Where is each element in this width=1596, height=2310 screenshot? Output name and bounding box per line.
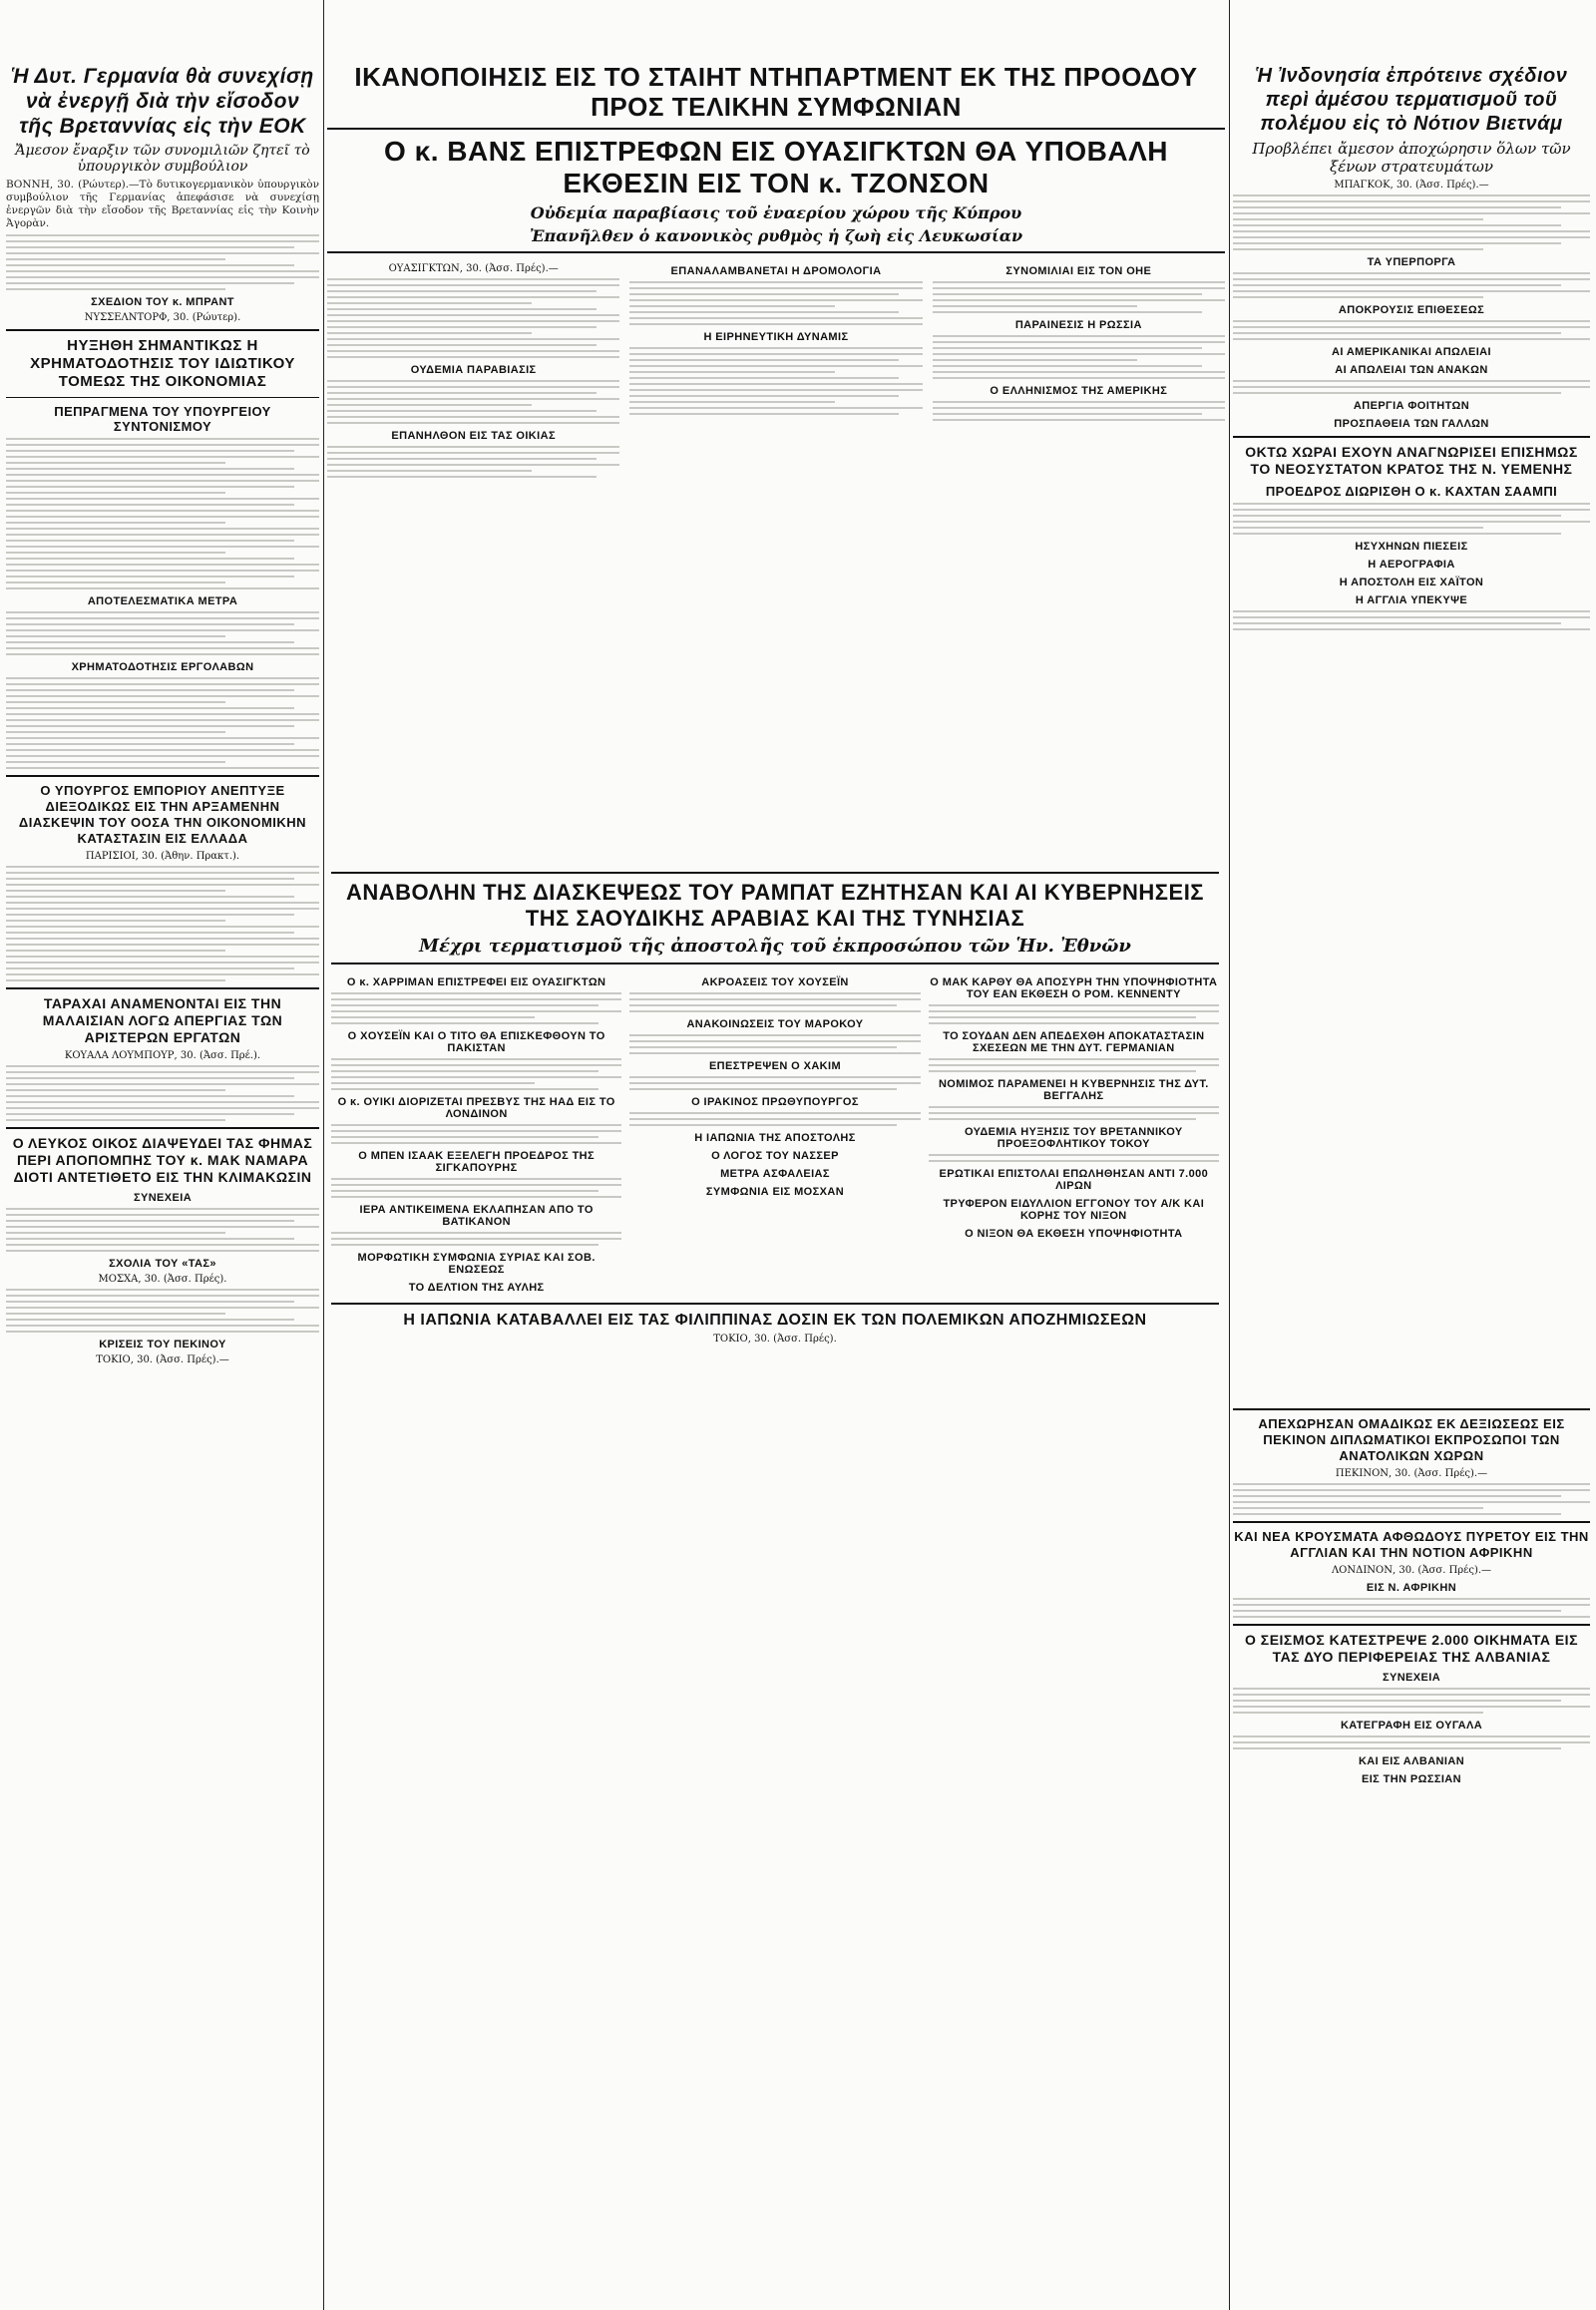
left-story2-body	[6, 438, 319, 589]
right-headline5-continued: ΣΥΝΕΧΕΙΑ	[1382, 1672, 1441, 1684]
left-section1-dateline: ΝΥΣΣΕΛΝΤΟΡΦ, 30. (Ρώυτερ).	[84, 312, 241, 323]
center-banner2: Ο κ. ΒΑΝΣ ΕΠΙΣΤΡΕΦΩΝ ΕΙΣ ΟΥΑΣΙΓΚΤΩΝ ΘΑ ΥΠΟΒΑΛΗ ΕΚΘΕΣΙΝ ΕΙΣ ΤΟΝ κ. ΤΖΟΝΣΟΝ	[384, 136, 1168, 198]
right-headline3: ΑΠΕΧΩΡΗΣΑΝ ΟΜΑΔΙΚΩΣ ΕΚ ΔΕΞΙΩΣΕΩΣ ΕΙΣ ΠΕΚΙΝΟΝ ΔΙΠΛΩΜΑΤΙΚΟΙ ΕΚΠΡΟΣΩΠΟΙ ΤΩΝ ΑΝΑΤΟΛΙΚΩΝ ΧΩΡΩΝ	[1258, 1416, 1565, 1463]
center-lead-dateline: ΟΥΑΣΙΓΚΤΩΝ, 30. (Ἀσσ. Πρές).—	[388, 263, 559, 274]
left-section4-dateline: ΜΟΣΧΑ, 30. (Ἀσσ. Πρές).	[98, 1274, 227, 1285]
left-headline3: Ο ΥΠΟΥΡΓΟΣ ΕΜΠΟΡΙΟΥ ΑΝΕΠΤΥΞΕ ΔΙΕΞΟΔΙΚΩΣ ΕΙΣ ΤΗΝ ΑΡΞΑΜΕΝΗΝ ΔΙΑΣΚΕΨΙΝ ΤΟΥ ΟΟΣΑ ΤΗΝ ΟΙΚΟΝΟΜΙΚΗΝ ΚΑΤΑΣΤΑΣΙΝ ΕΙΣ ΕΛΛΑΔΑ	[18, 783, 307, 846]
left-subheadline2: ΠΕΠΡΑΓΜΕΝΑ ΤΟΥ ΥΠΟΥΡΓΕΙΟΥ ΣΥΝΤΟΝΙΣΜΟΥ	[54, 404, 271, 434]
center-story-japan-pres: Η ΙΑΠΩΝΙΑ ΤΗΣ ΑΠΟΣΤΟΛΗΣ	[694, 1132, 856, 1144]
right-sec-katelipsis: ΚΑΤΕΓΡΑΦΗ ΕΙΣ ΟΥΓΑΛΑ	[1340, 1720, 1483, 1732]
left-headline5-continued: ΣΥΝΕΧΕΙΑ	[133, 1192, 193, 1204]
cr-story-sudan: ΤΟ ΣΟΥΔΑΝ ΔΕΝ ΑΠΕΔΕΧΘΗ ΑΠΟΚΑΤΑΣΤΑΣΙΝ ΣΧΕΣΕΩΝ ΜΕ ΤΗΝ ΔΥΤ. ΓΕΡΜΑΝΙΑΝ	[943, 1030, 1205, 1054]
cr-story-mac-carthy: Ο ΜΑΚ ΚΑΡΘΥ ΘΑ ΑΠΟΣΥΡΗ ΤΗΝ ΥΠΟΨΗΦΙΟΤΗΤΑ ΤΟΥ ΕΑΝ ΕΚΘΕΣΗ Ο ΡΟΜ. ΚΕΝΝΕΝΤΥ	[930, 976, 1218, 1000]
center-story-harriman: Ο κ. ΧΑΡΡΙΜΑΝ ΕΠΙΣΤΡΕΦΕΙ ΕΙΣ ΟΥΑΣΙΓΚΤΩΝ	[346, 976, 606, 988]
center-sec-parainesi: ΠΑΡΑΙΝΕΣΙΣ Η ΡΩΣΣΙΑ	[1014, 319, 1142, 331]
center-lower-block	[331, 866, 1219, 2310]
left-story1-lead: ΒΟΝΝΗ, 30. (Ρώυτερ).—Τὸ δυτικογερμανικὸν ὑπουργικὸν συμβούλιον τῆς Γερμανίας ἀπεφάσισε νὰ συνεχίσῃ ἐνεργῶν διὰ τὴν εἴσοδον τῆς Βρεταννίας εἰς τὴν Κοινὴν Ἀγορὰν.	[6, 179, 319, 229]
cr-story-oudemia-ayxisis: ΟΥΔΕΜΙΑ ΗΥΞΗΣΙΣ ΤΟΥ ΒΡΕΤΑΝΝΙΚΟΥ ΠΡΟΕΞΟΦΛΗΤΙΚΟΥ ΤΟΚΟΥ	[964, 1126, 1183, 1150]
center-story-symfonia: ΣΥΜΦΩΝΙΑ ΕΙΣ ΜΟΣΧΑΝ	[705, 1186, 845, 1198]
center-sec-epanalamvanetai: ΕΠΑΝΑΛΑΜΒΑΝΕΤΑΙ Η ΔΡΟΜΟΛΟΓΙΑ	[670, 265, 882, 277]
left-story1-body	[6, 234, 319, 290]
left-headline4: ΤΑΡΑΧΑΙ ΑΝΑΜΕΝΟΝΤΑΙ ΕΙΣ ΤΗΝ ΜΑΛΑΙΣΙΑΝ ΛΟΓΩ ΑΠΕΡΓΙΑΣ ΤΩΝ ΑΡΙΣΤΕΡΩΝ ΕΡΓΑΤΩΝ	[42, 995, 283, 1045]
center-story-epestrepsen: ΕΠΕΣΤΡΕΨΕΝ Ο ΧΑΚΙΜ	[708, 1060, 842, 1072]
left-column	[6, 0, 319, 2310]
right-headline: Ἡ Ἰνδονησία ἐπρότεινε σχέδιον περὶ ἀμέσου τερματισμοῦ τοῦ πολέμου εἰς τὸ Νότιον Βιετνάμ	[1255, 65, 1568, 135]
center-story-anakoinwseis: ΑΝΑΚΟΙΝΩΣΕΙΣ ΤΟΥ ΜΑΡΟΚΟΥ	[686, 1018, 864, 1030]
left-subheadline: Ἄμεσον ἔναρξιν τῶν συνομιλιῶν ζητεῖ τὸ ὑπουργικὸν συμβούλιον	[15, 143, 310, 175]
left-headline: Ἡ Δυτ. Γερμανία θὰ συνεχίσῃ νὰ ἐνεργῇ διὰ τὴν εἴσοδον τῆς Βρεταννίας εἰς τὴν ΕΟΚ	[11, 65, 314, 138]
center-story-morfotiki: ΜΟΡΦΩΤΙΚΗ ΣΥΜΦΩΝΙΑ ΣΥΡΙΑΣ ΚΑΙ ΣΟΒ. ΕΝΩΣΕΩΣ	[357, 1252, 596, 1276]
left-headline5: Ο ΛΕΥΚΟΣ ΟΙΚΟΣ ΔΙΑΨΕΥΔΕΙ ΤΑΣ ΦΗΜΑΣ ΠΕΡΙ ΑΠΟΠΟΜΠΗΣ ΤΟΥ κ. ΜΑΚ ΝΑΜΑΡΑ ΔΙΟΤΙ ΑΝΤΕΤΙΘΕΤΟ ΕΙΣ ΤΗΝ ΚΛΙΜΑΚΩΣΙΝ	[12, 1135, 313, 1185]
right-headline4: ΚΑΙ ΝΕΑ ΚΡΟΥΣΜΑΤΑ ΑΦΘΩΔΟΥΣ ΠΥΡΕΤΟΥ ΕΙΣ ΤΗΝ ΑΓΓΛΙΑΝ ΚΑΙ ΤΗΝ ΝΟΤΙΟΝ ΑΦΡΙΚΗΝ	[1234, 1529, 1589, 1560]
right-sec-rossia: ΕΙΣ ΤΗΝ ΡΩΣΣΙΑΝ	[1361, 1773, 1461, 1785]
center-story-metra: ΜΕΤΡΑ ΑΣΦΑΛΕΙΑΣ	[720, 1168, 830, 1180]
right-sec-apostoli: Η ΑΠΟΣΤΟΛΗ ΕΙΣ ΧΑΪΤΟΝ	[1339, 577, 1484, 588]
left-section2-label: ΑΠΟΤΕΛΕΣΜΑΤΙΚΑ ΜΕΤΡΑ	[87, 595, 238, 607]
center-story-hiera: ΙΕΡΑ ΑΝΤΙΚΕΙΜΕΝΑ ΕΚΛΑΠΗΣΑΝ ΑΠΟ ΤΟ ΒΑΤΙΚΑΝΟΝ	[359, 1204, 594, 1228]
center-banner3: ΑΝΑΒΟΛΗΝ ΤΗΣ ΔΙΑΣΚΕΨΕΩΣ ΤΟΥ ΡΑΜΠΑΤ ΕΖΗΤΗΣΑΝ ΚΑΙ ΑΙ ΚΥΒΕΡΝΗΣΕΙΣ ΤΗΣ ΣΑΟΥΔΙΚΗΣ ΑΡΑΒΙΑΣ ΚΑΙ ΤΗΣ ΤΥΝΗΣΙΑΣ	[345, 880, 1205, 931]
right-headline2-sub: ΠΡΟΕΔΡΟΣ ΔΙΩΡΙΣΘΗ Ο κ. ΚΑΧΤΑΝ ΣΑΑΜΠΙ	[1265, 484, 1558, 499]
right-subheadline: Προβλέπει ἄμεσον ἀποχώρησιν ὅλων τῶν ξένων στρατευμάτων	[1252, 140, 1571, 176]
center-italic2: Ἐπανῆλθεν ὁ κανονικὸς ρυθμὸς ἡ ζωὴ εἰς Λευκωσίαν	[529, 226, 1023, 245]
left-headline3-dateline: ΠΑΡΙΣΙΟΙ, 30. (Ἀθην. Πρακτ.).	[85, 851, 240, 862]
center-story-nasser: Ο ΛΟΓΟΣ ΤΟΥ ΝΑΣΣΕΡ	[711, 1150, 839, 1162]
center-story-wilkins: Ο κ. ΟΥΙΚΙ ΔΙΟΡΙΖΕΤΑΙ ΠΡΕΣΒΥΣ ΤΗΣ ΗΑΔ ΕΙΣ ΤΟ ΛΟΝΔΙΝΟΝ	[337, 1096, 615, 1120]
right-sec-aerografia: Η ΑΕΡΟΓΡΑΦΙΑ	[1368, 559, 1455, 571]
cr-story-erotikai: ΕΡΩΤΙΚΑΙ ΕΠΙΣΤΟΛΑΙ ΕΠΩΛΗΘΗΣΑΝ ΑΝΤΙ 7.000 ΛΙΡΩΝ	[939, 1168, 1209, 1192]
cr-story-tryferon: ΤΡΥΦΕΡΟΝ ΕΙΔΥΛΛΙΟΝ ΕΓΓΟΝΟΥ ΤΟΥ Α/Κ ΚΑΙ ΚΟΡΗΣ ΤΟΥ ΝΙΞΟΝ	[943, 1198, 1205, 1222]
center-sec-syneleusis: ΣΥΝΟΜΙΛΙΑΙ ΕΙΣ ΤΟΝ ΟΗΕ	[1005, 265, 1152, 277]
right-headline3-dateline: ΠΕΚΙΝΟΝ, 30. (Ἀσσ. Πρές).—	[1335, 1468, 1488, 1479]
left-section5-dateline: ΤΟΚΙΟ, 30. (Ἀσσ. Πρές).—	[96, 1354, 229, 1365]
left-section3-label: ΧΡΗΜΑΤΟΔΟΤΗΣΙΣ ΕΡΓΟΛΑΒΩΝ	[71, 661, 254, 673]
right-lower-block	[1233, 1402, 1590, 2310]
center-banner3-sub: Μέχρι τερματισμοῦ τῆς ἀποστολῆς τοῦ ἐκπροσώπου τῶν Ἡν. Ἐθνῶν	[419, 936, 1131, 957]
center-banner4: Η ΙΑΠΩΝΙΑ ΚΑΤΑΒΑΛΛΕΙ ΕΙΣ ΤΑΣ ΦΙΛΙΠΠΙΝΑΣ ΔΟΣΙΝ ΕΚ ΤΩΝ ΠΟΛΕΜΙΚΩΝ ΑΠΟΖΗΜΙΩΣΕΩΝ	[403, 1312, 1147, 1329]
right-sec-n-afriki: ΕΙΣ Ν. ΑΦΡΙΚΗΝ	[1366, 1582, 1457, 1594]
left-headline2: ΗΥΞΗΘΗ ΣΗΜΑΝΤΙΚΩΣ Η ΧΡΗΜΑΤΟΔΟΤΗΣΙΣ ΤΟΥ ΙΔΙΩΤΙΚΟΥ ΤΟΜΕΩΣ ΤΗΣ ΟΙΚΟΝΟΜΙΑΣ	[30, 337, 295, 390]
right-headline5: Ο ΣΕΙΣΜΟΣ ΚΑΤΕΣΤΡΕΨΕ 2.000 ΟΙΚΗΜΑΤΑ ΕΙΣ ΤΑΣ ΔΥΟ ΠΕΡΙΦΕΡΕΙΑΣ ΤΗΣ ΑΛΒΑΝΙΑΣ	[1245, 1632, 1578, 1665]
center-sec-eirinevtiki: Η ΕΙΡΗΝΕΥΤΙΚΗ ΔΥΝΑΜΙΣ	[703, 331, 849, 343]
center-sec-epanodos: ΕΠΑΝΗΛΘΟΝ ΕΙΣ ΤΑΣ ΟΙΚΙΑΣ	[391, 430, 556, 442]
center-story-deltion: ΤΟ ΔΕΛΤΙΟΝ ΤΗΣ ΑΥΛΗΣ	[408, 1282, 545, 1294]
center-story-hussein: Ο ΧΟΥΣΕΪΝ ΚΑΙ Ο ΤΙΤΟ ΘΑ ΕΠΙΣΚΕΦΘΟΥΝ ΤΟ ΠΑΚΙΣΤΑΝ	[347, 1030, 605, 1054]
right-headline2: ΟΚΤΩ ΧΩΡΑΙ ΕΧΟΥΝ ΑΝΑΓΝΩΡΙΣΕΙ ΕΠΙΣΗΜΩΣ ΤΟ ΝΕΟΣΥΣΤΑΤΟΝ ΚΡΑΤΟΣ ΤΗΣ Ν. ΥΕΜΕΝΗΣ	[1245, 444, 1578, 477]
right-sec-kai-alvania: ΚΑΙ ΕΙΣ ΑΛΒΑΝΙΑΝ	[1358, 1755, 1465, 1767]
right-headline4-dateline: ΛΟΝΔΙΝΟΝ, 30. (Ἀσσ. Πρές).—	[1331, 1565, 1492, 1576]
center-banner1: ΙΚΑΝΟΠΟΙΗΣΙΣ ΕΙΣ ΤΟ ΣΤΑΙΗΤ ΝΤΗΠΑΡΤΜΕΝΤ ΕΚ ΤΗΣ ΠΡΟΟΔΟΥ ΠΡΟΣ ΤΕΛΙΚΗΝ ΣΥΜΦΩΝΙΑΝ	[354, 62, 1198, 122]
right-sec-apergia: ΑΠΕΡΓΙΑ ΦΟΙΤΗΤΩΝ	[1353, 400, 1470, 412]
right-sec-hyphothisi: ΗΣΥΧΗΝΩΝ ΠΙΕΣΕΙΣ	[1355, 541, 1468, 553]
center-story-isaak: Ο ΜΠΕΝ ΙΣΑΑΚ ΕΞΕΛΕΓΗ ΠΡΟΕΔΡΟΣ ΤΗΣ ΣΙΓΚΑΠΟΥΡΗΣ	[358, 1150, 596, 1174]
right-sec-proaggelia: ΠΡΟΣΠΑΘΕΙΑ ΤΩΝ ΓΑΛΛΩΝ	[1334, 418, 1489, 430]
center-story-akroaseis: ΑΚΡΟΑΣΕΙΣ ΤΟΥ ΧΟΥΣΕΪΝ	[701, 976, 849, 988]
center-italic1: Οὐδεμία παραβίασις τοῦ ἐναερίου χώρου τῆς Κύπρου	[530, 203, 1022, 222]
right-sec-apokrouseis: ΑΠΟΚΡΟΥΣΙΣ ΕΠΙΘΕΣΕΩΣ	[1338, 304, 1485, 316]
center-story-iraqi: Ο ΙΡΑΚΙΝΟΣ ΠΡΩΘΥΠΟΥΡΓΟΣ	[691, 1096, 859, 1108]
center-sec-oudemia: ΟΥΔΕΜΙΑ ΠΑΡΑΒΙΑΣΙΣ	[410, 364, 537, 376]
right-sec-anaskopisi: ΤΑ ΥΠΕΡΠΟΡΓΑ	[1367, 256, 1456, 268]
left-section5-label: ΚΡΙΣΕΙΣ ΤΟΥ ΠΕΚΙΝΟΥ	[99, 1339, 226, 1350]
center-banner4-dateline: ΤΟΚΙΟ, 30. (Ἀσσ. Πρές).	[713, 1334, 837, 1345]
center-sec-ellinikou: Ο ΕΛΛΗΝΙΣΜΟΣ ΤΗΣ ΑΜΕΡΙΚΗΣ	[990, 385, 1168, 397]
left-section4-label: ΣΧΟΛΙΑ ΤΟΥ «ΤΑΣ»	[109, 1258, 216, 1270]
left-headline4-dateline: ΚΟΥΑΛΑ ΛΟΥΜΠΟΥΡ, 30. (Ἀσσ. Πρέ.).	[64, 1050, 261, 1061]
cr-story-nomimos: ΝΟΜΙΜΟΣ ΠΑΡΑΜΕΝΕΙ Η ΚΥΒΕΡΝΗΣΙΣ ΤΗΣ ΔΥΤ. ΒΕΓΓΑΛΗΣ	[938, 1078, 1209, 1102]
cr-story-nixon: Ο ΝΙΞΟΝ ΘΑ ΕΚΘΕΣΗ ΥΠΟΨΗΦΙΟΤΗΤΑ	[965, 1228, 1183, 1240]
right-sec-apwleies: ΑΙ ΑΠΩΛΕΙΑΙ ΤΩΝ ΑΝΑΚΩΝ	[1335, 364, 1488, 376]
right-lead-dateline: ΜΠΑΓΚΟΚ, 30. (Ἀσσ. Πρές).—	[1334, 180, 1489, 191]
right-sec-amerikanikai: ΑΙ ΑΜΕΡΙΚΑΝΙΚΑΙ ΑΠΩΛΕΙΑΙ	[1331, 346, 1491, 358]
left-section1-label: ΣΧΕΔΙΟΝ ΤΟΥ κ. ΜΠΡΑΝΤ	[91, 296, 234, 308]
right-sec-agglia: Η ΑΓΓΛΙΑ ΥΠΕΚΥΨΕ	[1355, 594, 1468, 606]
